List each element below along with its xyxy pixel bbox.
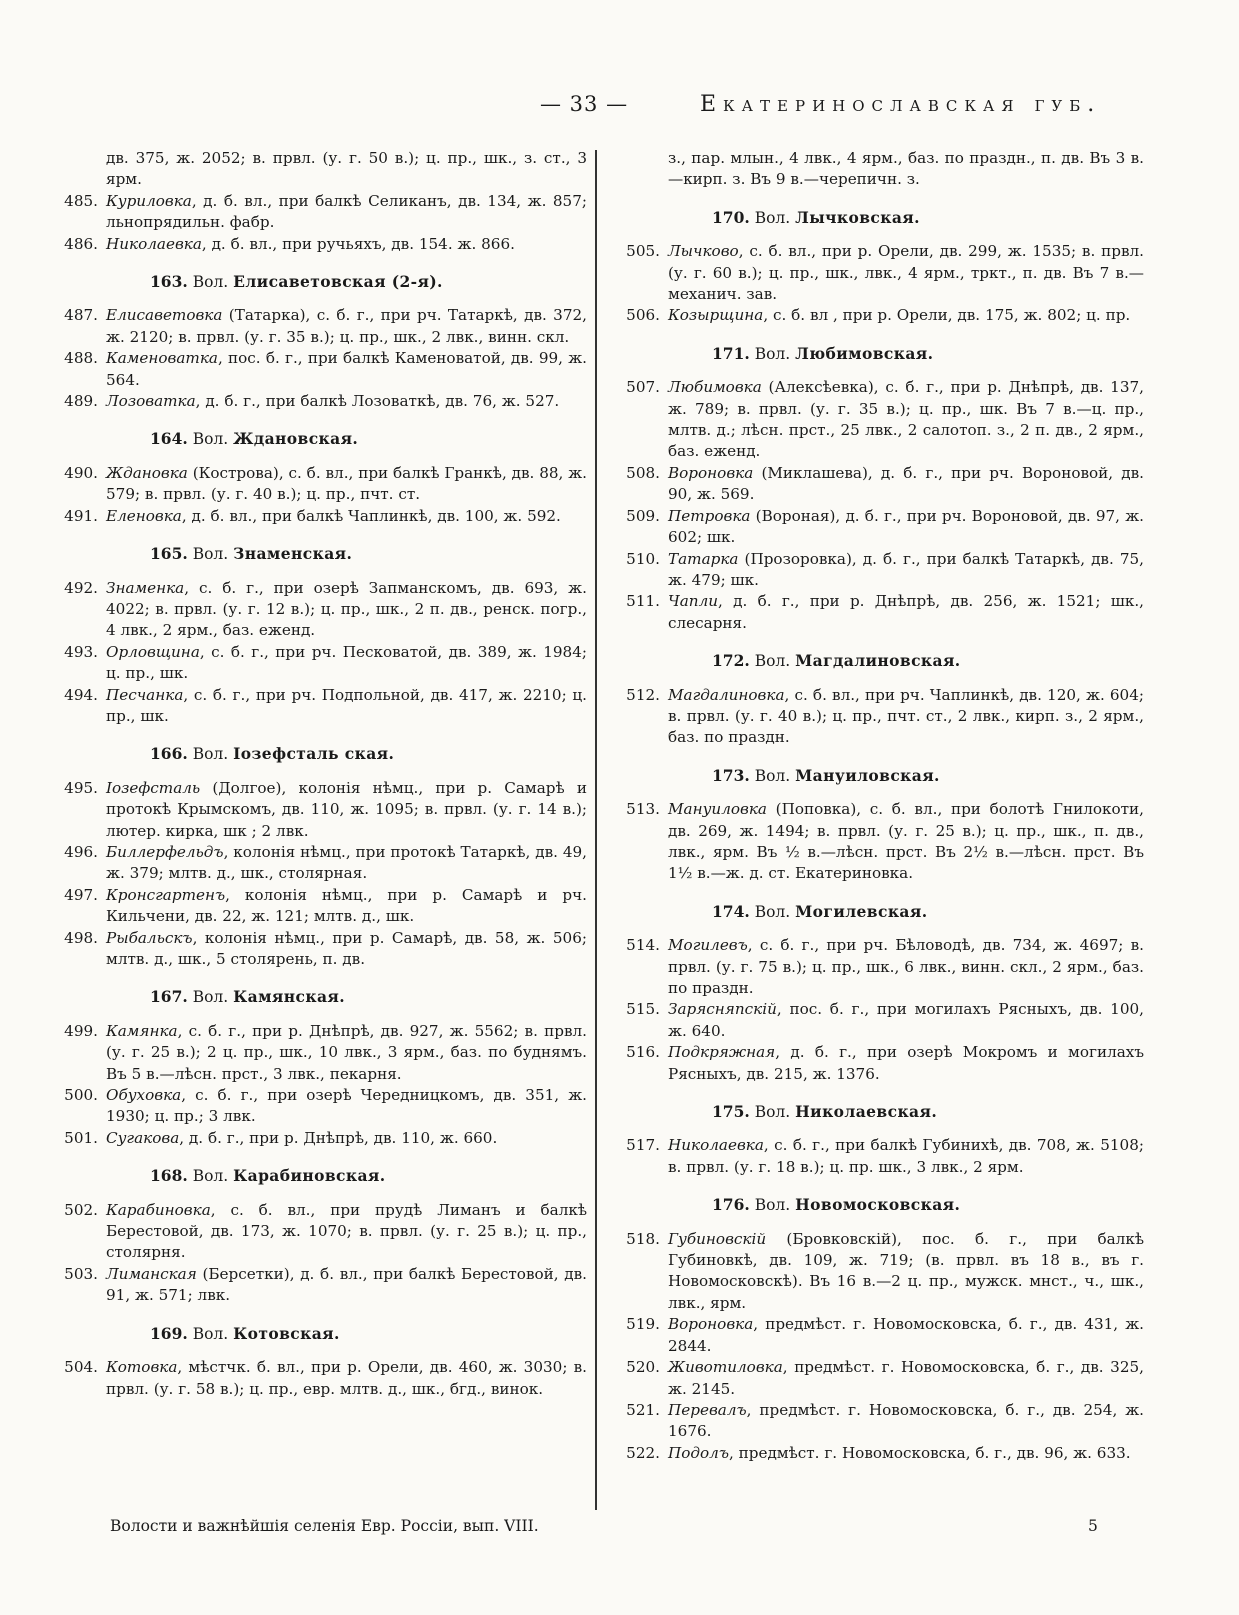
entry-number: 490. bbox=[64, 463, 98, 482]
page-title: Екатеринославская губ. bbox=[700, 92, 1102, 117]
entry-text: , с. б. г., при рч. Песковатой, дв. 389, ж. 1984; ц. пр., шк. bbox=[106, 642, 587, 683]
entry-number: 522. bbox=[626, 1443, 660, 1462]
settlement-name: Ждановка bbox=[106, 463, 188, 482]
settlement-entry bbox=[52, 642, 587, 685]
entry-text: , мѣстчк. б. вл., при р. Орели, дв. 460, ж. 3030; в. првл. (у. г. 58 в.); ц. пр., евр. млтв. д., шк., бгд., винок. bbox=[106, 1358, 587, 1398]
volost-label: Вол. bbox=[187, 1167, 234, 1186]
volost-name: Ждановская. bbox=[233, 429, 359, 449]
entry-text: (Долгое), колонія нѣмц., при р. Самарѣ и протокѣ Крымскомъ, дв. 110, ж. 1095; в. првл. (у. г. 14 в.); лютер. кирка, шк ; 2 лвк. bbox=[106, 778, 587, 840]
settlement-entry bbox=[52, 234, 587, 255]
settlement-name: Татарка bbox=[668, 549, 739, 568]
volost-label: Вол. bbox=[749, 766, 796, 785]
entry-number: 494. bbox=[64, 685, 98, 704]
entry-number: 507. bbox=[626, 378, 660, 397]
entry-number: 488. bbox=[64, 349, 98, 368]
entry-text: , д. б. вл., при балкѣ Чаплинкѣ, дв. 100, ж. 592. bbox=[181, 506, 561, 525]
volost-label: Вол. bbox=[749, 344, 796, 363]
volost-number: 174. bbox=[712, 901, 750, 921]
settlement-entry bbox=[614, 1443, 1144, 1464]
entry-number: 503. bbox=[64, 1264, 98, 1283]
entry-text: , с. б. г., при балкѣ Губинихѣ, дв. 708, ж. 5108; в. првл. (у. г. 18 в.); ц. пр. шк., 3 лвк., 2 ярм. bbox=[668, 1136, 1144, 1176]
volost-heading bbox=[150, 1165, 587, 1187]
volost-name: Лычковская. bbox=[795, 207, 920, 227]
settlement-name: Кронсгартенъ bbox=[106, 885, 226, 904]
volost-heading bbox=[150, 743, 587, 765]
entry-number: 509. bbox=[626, 506, 660, 525]
entry-number: 491. bbox=[64, 506, 98, 525]
volost-heading bbox=[150, 271, 587, 293]
entry-continuation: дв. 375, ж. 2052; в. првл. (у. г. 50 в.); ц. пр., шк., з. ст., 3 ярм. bbox=[106, 149, 587, 189]
entry-text: , д. б. вл., при ручьяхъ, дв. 154. ж. 866. bbox=[201, 234, 515, 253]
volost-name: Могилевская. bbox=[795, 901, 928, 921]
volost-heading bbox=[150, 986, 587, 1008]
settlement-entry bbox=[52, 1357, 587, 1400]
entry-number: 493. bbox=[64, 642, 98, 661]
settlement-entry bbox=[614, 506, 1144, 549]
settlement-name: Рыбальскъ bbox=[106, 928, 193, 947]
settlement-entry bbox=[52, 391, 587, 412]
entry-text: (Прозоровка), д. б. г., при балкѣ Татаркѣ, дв. 75, ж. 479; шк. bbox=[668, 549, 1144, 589]
settlement-name: Обуховка bbox=[106, 1086, 182, 1105]
settlement-name: Песчанка bbox=[106, 685, 184, 704]
entry-number: 504. bbox=[64, 1358, 98, 1377]
footer-source: Волости и важнѣйшія селенія Евр. Россіи, вып. VIII. bbox=[110, 1517, 539, 1535]
entry-text: (Татарка), с. б. г., при рч. Татаркѣ, дв. 372, ж. 2120; в. првл. (у. г. 35 в.); ц. пр., шк., 2 лвк., винн. скл. bbox=[106, 306, 587, 346]
entry-text: (Кострова), с. б. вл., при балкѣ Гранкѣ, дв. 88, ж. 579; в. првл. (у. г. 40 в.); ц. пр., пчт. ст. bbox=[106, 463, 587, 504]
volost-name: Котовская. bbox=[233, 1323, 340, 1343]
entry-number: 510. bbox=[626, 549, 660, 568]
column-divider bbox=[595, 150, 597, 1510]
settlement-name: Каменоватка bbox=[106, 349, 218, 368]
settlement-name: Биллерфельдъ bbox=[106, 842, 224, 861]
settlement-entry bbox=[52, 506, 587, 527]
entry-text: , с. б. вл., при прудѣ Лиманъ и балкѣ Берестовой, дв. 173, ж. 1070; в. првл. (у. г. 25 в.); ц. пр., столярня. bbox=[106, 1200, 587, 1262]
volost-heading bbox=[150, 543, 587, 565]
entry-text: (Бровковскій), пос. б. г., при балкѣ Губиновкѣ, дв. 109, ж. 719; (в. првл. въ 18 в., въ г. Новомосковскѣ). Въ 16 в.—2 ц. пр., мужск. мнст., ч., шк., лвк., ярм. bbox=[668, 1229, 1144, 1312]
settlement-name: Перевалъ bbox=[668, 1400, 747, 1419]
entry-text: , с. б. вл., при р. Орели, дв. 299, ж. 1535; в. првл. (у. г. 60 в.); ц. пр., шк., лвк., 4 ярм., тркт., п. дв. Въ 7 в.—механич. зав. bbox=[668, 242, 1144, 304]
settlement-name: Могилевъ bbox=[668, 936, 748, 955]
settlement-name: Сугакова bbox=[106, 1128, 180, 1147]
settlement-name: Магдалиновка bbox=[668, 685, 785, 704]
settlement-entry bbox=[52, 685, 587, 728]
volost-label: Вол. bbox=[187, 273, 234, 292]
entry-text: , с. б. вл., при рч. Чаплинкѣ, дв. 120, ж. 604; в. првл. (у. г. 40 в.); ц. пр., пчт. ст., 2 лвк., кирп. з., 2 ярм., баз. по праздн. bbox=[668, 685, 1144, 747]
settlement-name: Камянка bbox=[106, 1021, 178, 1040]
entry-number: 498. bbox=[64, 928, 98, 947]
settlement-entry bbox=[52, 928, 587, 971]
settlement-name: Котовка bbox=[106, 1358, 178, 1377]
entry-text: , пос. б. г., при могилахъ Рясныхъ, дв. 100, ж. 640. bbox=[668, 1000, 1144, 1040]
volost-name: Знаменская. bbox=[233, 544, 353, 564]
settlement-name: Іозефсталь bbox=[106, 778, 201, 797]
entry-number: 501. bbox=[64, 1128, 98, 1147]
settlement-entry bbox=[614, 463, 1144, 506]
settlement-entry bbox=[614, 549, 1144, 592]
entry-text: , предмѣст. г. Новомосковска, б. г., дв. 96, ж. 633. bbox=[728, 1443, 1131, 1462]
settlement-name: Подолъ bbox=[668, 1443, 729, 1462]
entry-text: (Берсетки), д. б. вл., при балкѣ Берестовой, дв. 91, ж. 571; лвк. bbox=[106, 1264, 587, 1305]
volost-label: Вол. bbox=[749, 902, 796, 921]
volost-heading bbox=[712, 1194, 1144, 1216]
entry-text: , с. б. г., при р. Днѣпрѣ, дв. 927, ж. 5562; в. првл. (у. г. 25 в.); 2 ц. пр., шк., 10 лвк., 3 ярм., баз. по буднямъ. Въ 5 в.—лѣсн. прст., 3 лвк., пекарня. bbox=[106, 1021, 587, 1083]
entry-text: , д. б. г., при р. Днѣпрѣ, дв. 256, ж. 1521; шк., слесарня. bbox=[668, 592, 1144, 632]
settlement-entry bbox=[614, 685, 1144, 749]
settlement-entry bbox=[52, 463, 587, 506]
settlement-entry bbox=[614, 935, 1144, 999]
settlement-name: Животиловка bbox=[668, 1358, 783, 1377]
right-column bbox=[614, 148, 1144, 1464]
volost-name: Новомосковская. bbox=[795, 1195, 961, 1215]
entry-text: (Миклашева), д. б. г., при рч. Вороновой, дв. 90, ж. 569. bbox=[668, 463, 1144, 504]
entry-number: 499. bbox=[64, 1021, 98, 1040]
entry-number: 502. bbox=[64, 1200, 98, 1219]
settlement-name: Чапли bbox=[668, 592, 719, 611]
entry-text: (Поповка), с. б. вл., при болотѣ Гнилокоти, дв. 269, ж. 1494; в. првл. (у. г. 25 в.); ц. пр., шк., п. дв., лвк., ярм. Въ ½ в.—лѣсн. прст. Въ 2½ в.—лѣсн. прст. Въ 1½ в.—ж. д. ст. Екатериновка. bbox=[668, 800, 1144, 883]
entry-text: , колонія нѣмц., при р. Самарѣ и рч. Кильчени, дв. 22, ж. 121; млтв. д., шк. bbox=[106, 885, 587, 926]
volost-label: Вол. bbox=[187, 745, 234, 764]
settlement-entry bbox=[614, 1357, 1144, 1400]
volost-label: Вол. bbox=[187, 988, 234, 1007]
entry-text: , с. б. г., при озерѣ Запманскомъ, дв. 693, ж. 4022; в. првл. (у. г. 12 в.); ц. пр., шк., 2 п. дв., ренск. погр., 4 лвк., 2 ярм., баз. еженд. bbox=[106, 578, 587, 640]
entry-text: , колонія нѣмц., при протокѣ Татаркѣ, дв. 49, ж. 379; млтв. д., шк., столярная. bbox=[106, 842, 587, 883]
entry-number: 520. bbox=[626, 1358, 660, 1377]
volost-name: Іозефсталь ская. bbox=[233, 744, 395, 764]
settlement-entry bbox=[614, 377, 1144, 463]
footer-sheet-number: 5 bbox=[1088, 1517, 1098, 1535]
settlement-entry bbox=[614, 241, 1144, 305]
settlement-name: Губиновскій bbox=[668, 1229, 767, 1248]
settlement-name: Мануиловка bbox=[668, 800, 767, 819]
entry-number: 521. bbox=[626, 1400, 660, 1419]
settlement-name: Куриловка bbox=[106, 191, 192, 210]
entry-text: , д. б. г., при р. Днѣпрѣ, дв. 110, ж. 660. bbox=[179, 1128, 498, 1147]
volost-name: Любимовская. bbox=[795, 343, 934, 363]
volost-number: 163. bbox=[150, 272, 188, 292]
entry-number: 518. bbox=[626, 1229, 660, 1248]
volost-number: 176. bbox=[712, 1195, 750, 1215]
entry-text: , колонія нѣмц., при р. Самарѣ, дв. 58, ж. 506; млтв. д., шк., 5 столярень, п. дв. bbox=[106, 928, 587, 968]
volost-heading bbox=[150, 428, 587, 450]
entry-text: , с. б. вл , при р. Орели, дв. 175, ж. 802; ц. пр. bbox=[763, 306, 1131, 325]
volost-label: Вол. bbox=[187, 430, 234, 449]
entry-number: 519. bbox=[626, 1315, 660, 1334]
page-number: — 33 — bbox=[540, 92, 629, 116]
settlement-name: Вороновка bbox=[668, 463, 754, 482]
volost-name: Елисаветовская (2-я). bbox=[233, 272, 443, 292]
volost-name: Карабиновская. bbox=[233, 1166, 386, 1186]
volost-name: Мануиловская. bbox=[795, 765, 940, 785]
settlement-name: Орловщина bbox=[106, 642, 200, 661]
entry-text: , д. б. вл., при балкѣ Селиканъ, дв. 134, ж. 857; льнопрядильн. фабр. bbox=[106, 191, 587, 232]
volost-heading bbox=[712, 1101, 1144, 1123]
volost-label: Вол. bbox=[749, 1103, 796, 1122]
settlement-name: Карабиновка bbox=[106, 1200, 211, 1219]
volost-heading bbox=[712, 650, 1144, 672]
settlement-entry bbox=[614, 1042, 1144, 1085]
entry-number: 489. bbox=[64, 392, 98, 411]
settlement-entry bbox=[614, 305, 1144, 326]
settlement-entry bbox=[614, 1135, 1144, 1178]
entry-number: 508. bbox=[626, 463, 660, 482]
entry-number: 517. bbox=[626, 1136, 660, 1155]
volost-number: 165. bbox=[150, 544, 188, 564]
settlement-name: Николаевка bbox=[668, 1136, 764, 1155]
volost-heading bbox=[712, 765, 1144, 787]
volost-heading bbox=[712, 343, 1144, 365]
settlement-name: Зарясняпскій bbox=[668, 1000, 777, 1019]
settlement-entry bbox=[52, 1021, 587, 1085]
settlement-entry bbox=[614, 1400, 1144, 1443]
settlement-name: Лозоватка bbox=[106, 392, 196, 411]
settlement-name: Лиманская bbox=[106, 1264, 197, 1283]
volost-name: Николаевская. bbox=[795, 1102, 938, 1122]
settlement-entry bbox=[614, 999, 1144, 1042]
settlement-entry bbox=[52, 578, 587, 642]
volost-number: 168. bbox=[150, 1166, 188, 1186]
volost-heading bbox=[150, 1323, 587, 1345]
entry-text: , предмѣст. г. Новомосковска, б. г., дв. 431, ж. 2844. bbox=[668, 1315, 1144, 1355]
entry-text: , пос. б. г., при балкѣ Каменоватой, дв. 99, ж. 564. bbox=[106, 349, 587, 389]
volost-heading bbox=[712, 901, 1144, 923]
settlement-entry bbox=[614, 799, 1144, 885]
settlement-entry bbox=[52, 348, 587, 391]
entry-text: (Алексѣевка), с. б. г., при р. Днѣпрѣ, дв. 137, ж. 789; в. првл. (у. г. 35 в.); ц. пр., шк. Въ 7 в.—ц. пр., млтв. д.; лѣсн. прст., 25 лвк., 2 салотоп. з., 2 п. дв., 2 ярм., баз. еженд. bbox=[668, 378, 1144, 461]
entry-number: 514. bbox=[626, 936, 660, 955]
volost-number: 166. bbox=[150, 744, 188, 764]
settlement-entry bbox=[614, 1314, 1144, 1357]
volost-name: Магдалиновская. bbox=[795, 651, 961, 671]
settlement-name: Подкряжная bbox=[668, 1043, 776, 1062]
volost-number: 175. bbox=[712, 1102, 750, 1122]
settlement-entry bbox=[52, 885, 587, 928]
entry-text: , с. б. г., при рч. Подпольной, дв. 417, ж. 2210; ц. пр., шк. bbox=[106, 685, 587, 725]
entry-number: 487. bbox=[64, 306, 98, 325]
entry-number: 486. bbox=[64, 234, 98, 253]
entry-text: , д. б. г., при озерѣ Мокромъ и могилахъ Рясныхъ, дв. 215, ж. 1376. bbox=[668, 1043, 1144, 1083]
entry-text: (Вороная), д. б. г., при рч. Вороновой, дв. 97, ж. 602; шк. bbox=[668, 506, 1144, 547]
settlement-entry bbox=[52, 305, 587, 348]
entry-number: 511. bbox=[626, 592, 660, 611]
volost-number: 173. bbox=[712, 765, 750, 785]
settlement-name: Николаевка bbox=[106, 234, 202, 253]
volost-number: 167. bbox=[150, 987, 188, 1007]
settlement-name: Лычково bbox=[668, 242, 739, 261]
entry-number: 505. bbox=[626, 242, 660, 261]
volost-label: Вол. bbox=[187, 1324, 234, 1343]
entry-continuation: з., пар. млын., 4 лвк., 4 ярм., баз. по праздн., п. дв. Въ 3 в.—кирп. з. Въ 9 в.—черепичн. з. bbox=[668, 149, 1144, 189]
entry-number: 506. bbox=[626, 306, 660, 325]
volost-label: Вол. bbox=[749, 208, 796, 227]
entry-number: 492. bbox=[64, 578, 98, 597]
settlement-name: Петровка bbox=[668, 506, 751, 525]
settlement-entry bbox=[52, 1085, 587, 1128]
entry-text: , с. б. г., при рч. Бѣловодѣ, дв. 734, ж. 4697; в. првл. (у. г. 75 в.); ц. пр., шк., 6 лвк., винн. скл., 2 ярм., баз. по праздн. bbox=[668, 936, 1144, 997]
volost-name: Камянская. bbox=[233, 987, 346, 1007]
entry-number: 496. bbox=[64, 842, 98, 861]
volost-number: 172. bbox=[712, 651, 750, 671]
entry-number: 516. bbox=[626, 1043, 660, 1062]
entry-number: 500. bbox=[64, 1086, 98, 1105]
volost-label: Вол. bbox=[749, 652, 796, 671]
settlement-entry bbox=[52, 1128, 587, 1149]
settlement-entry bbox=[614, 591, 1144, 634]
entry-number: 485. bbox=[64, 191, 98, 210]
settlement-entry bbox=[614, 1229, 1144, 1315]
page-header bbox=[540, 92, 1100, 122]
volost-heading bbox=[712, 207, 1144, 229]
settlement-entry bbox=[52, 1264, 587, 1307]
volost-number: 164. bbox=[150, 429, 188, 449]
entry-number: 513. bbox=[626, 800, 660, 819]
settlement-entry bbox=[52, 842, 587, 885]
entry-text: , д. б. г., при балкѣ Лозоваткѣ, дв. 76, ж. 527. bbox=[195, 392, 560, 411]
volost-number: 169. bbox=[150, 1323, 188, 1343]
entry-number: 495. bbox=[64, 778, 98, 797]
volost-number: 171. bbox=[712, 343, 750, 363]
settlement-name: Елисаветовка bbox=[106, 306, 223, 325]
volost-label: Вол. bbox=[187, 545, 234, 564]
settlement-entry bbox=[52, 191, 587, 234]
settlement-name: Вороновка bbox=[668, 1315, 754, 1334]
entry-number: 512. bbox=[626, 685, 660, 704]
left-column bbox=[52, 148, 587, 1400]
entry-text: , предмѣст. г. Новомосковска, б. г., дв. 254, ж. 1676. bbox=[668, 1400, 1144, 1441]
entry-number: 515. bbox=[626, 1000, 660, 1019]
volost-number: 170. bbox=[712, 207, 750, 227]
settlement-name: Еленовка bbox=[106, 506, 182, 525]
settlement-name: Любимовка bbox=[668, 378, 762, 397]
entry-text: , предмѣст. г. Новомосковска, б. г., дв. 325, ж. 2145. bbox=[668, 1358, 1144, 1398]
entry-number: 497. bbox=[64, 885, 98, 904]
volost-label: Вол. bbox=[749, 1196, 796, 1215]
settlement-name: Козырщина bbox=[668, 306, 764, 325]
settlement-name: Знаменка bbox=[106, 578, 185, 597]
settlement-entry bbox=[52, 1200, 587, 1264]
entry-text: , с. б. г., при озерѣ Чередницкомъ, дв. 351, ж. 1930; ц. пр.; 3 лвк. bbox=[106, 1086, 587, 1126]
settlement-entry bbox=[52, 778, 587, 842]
